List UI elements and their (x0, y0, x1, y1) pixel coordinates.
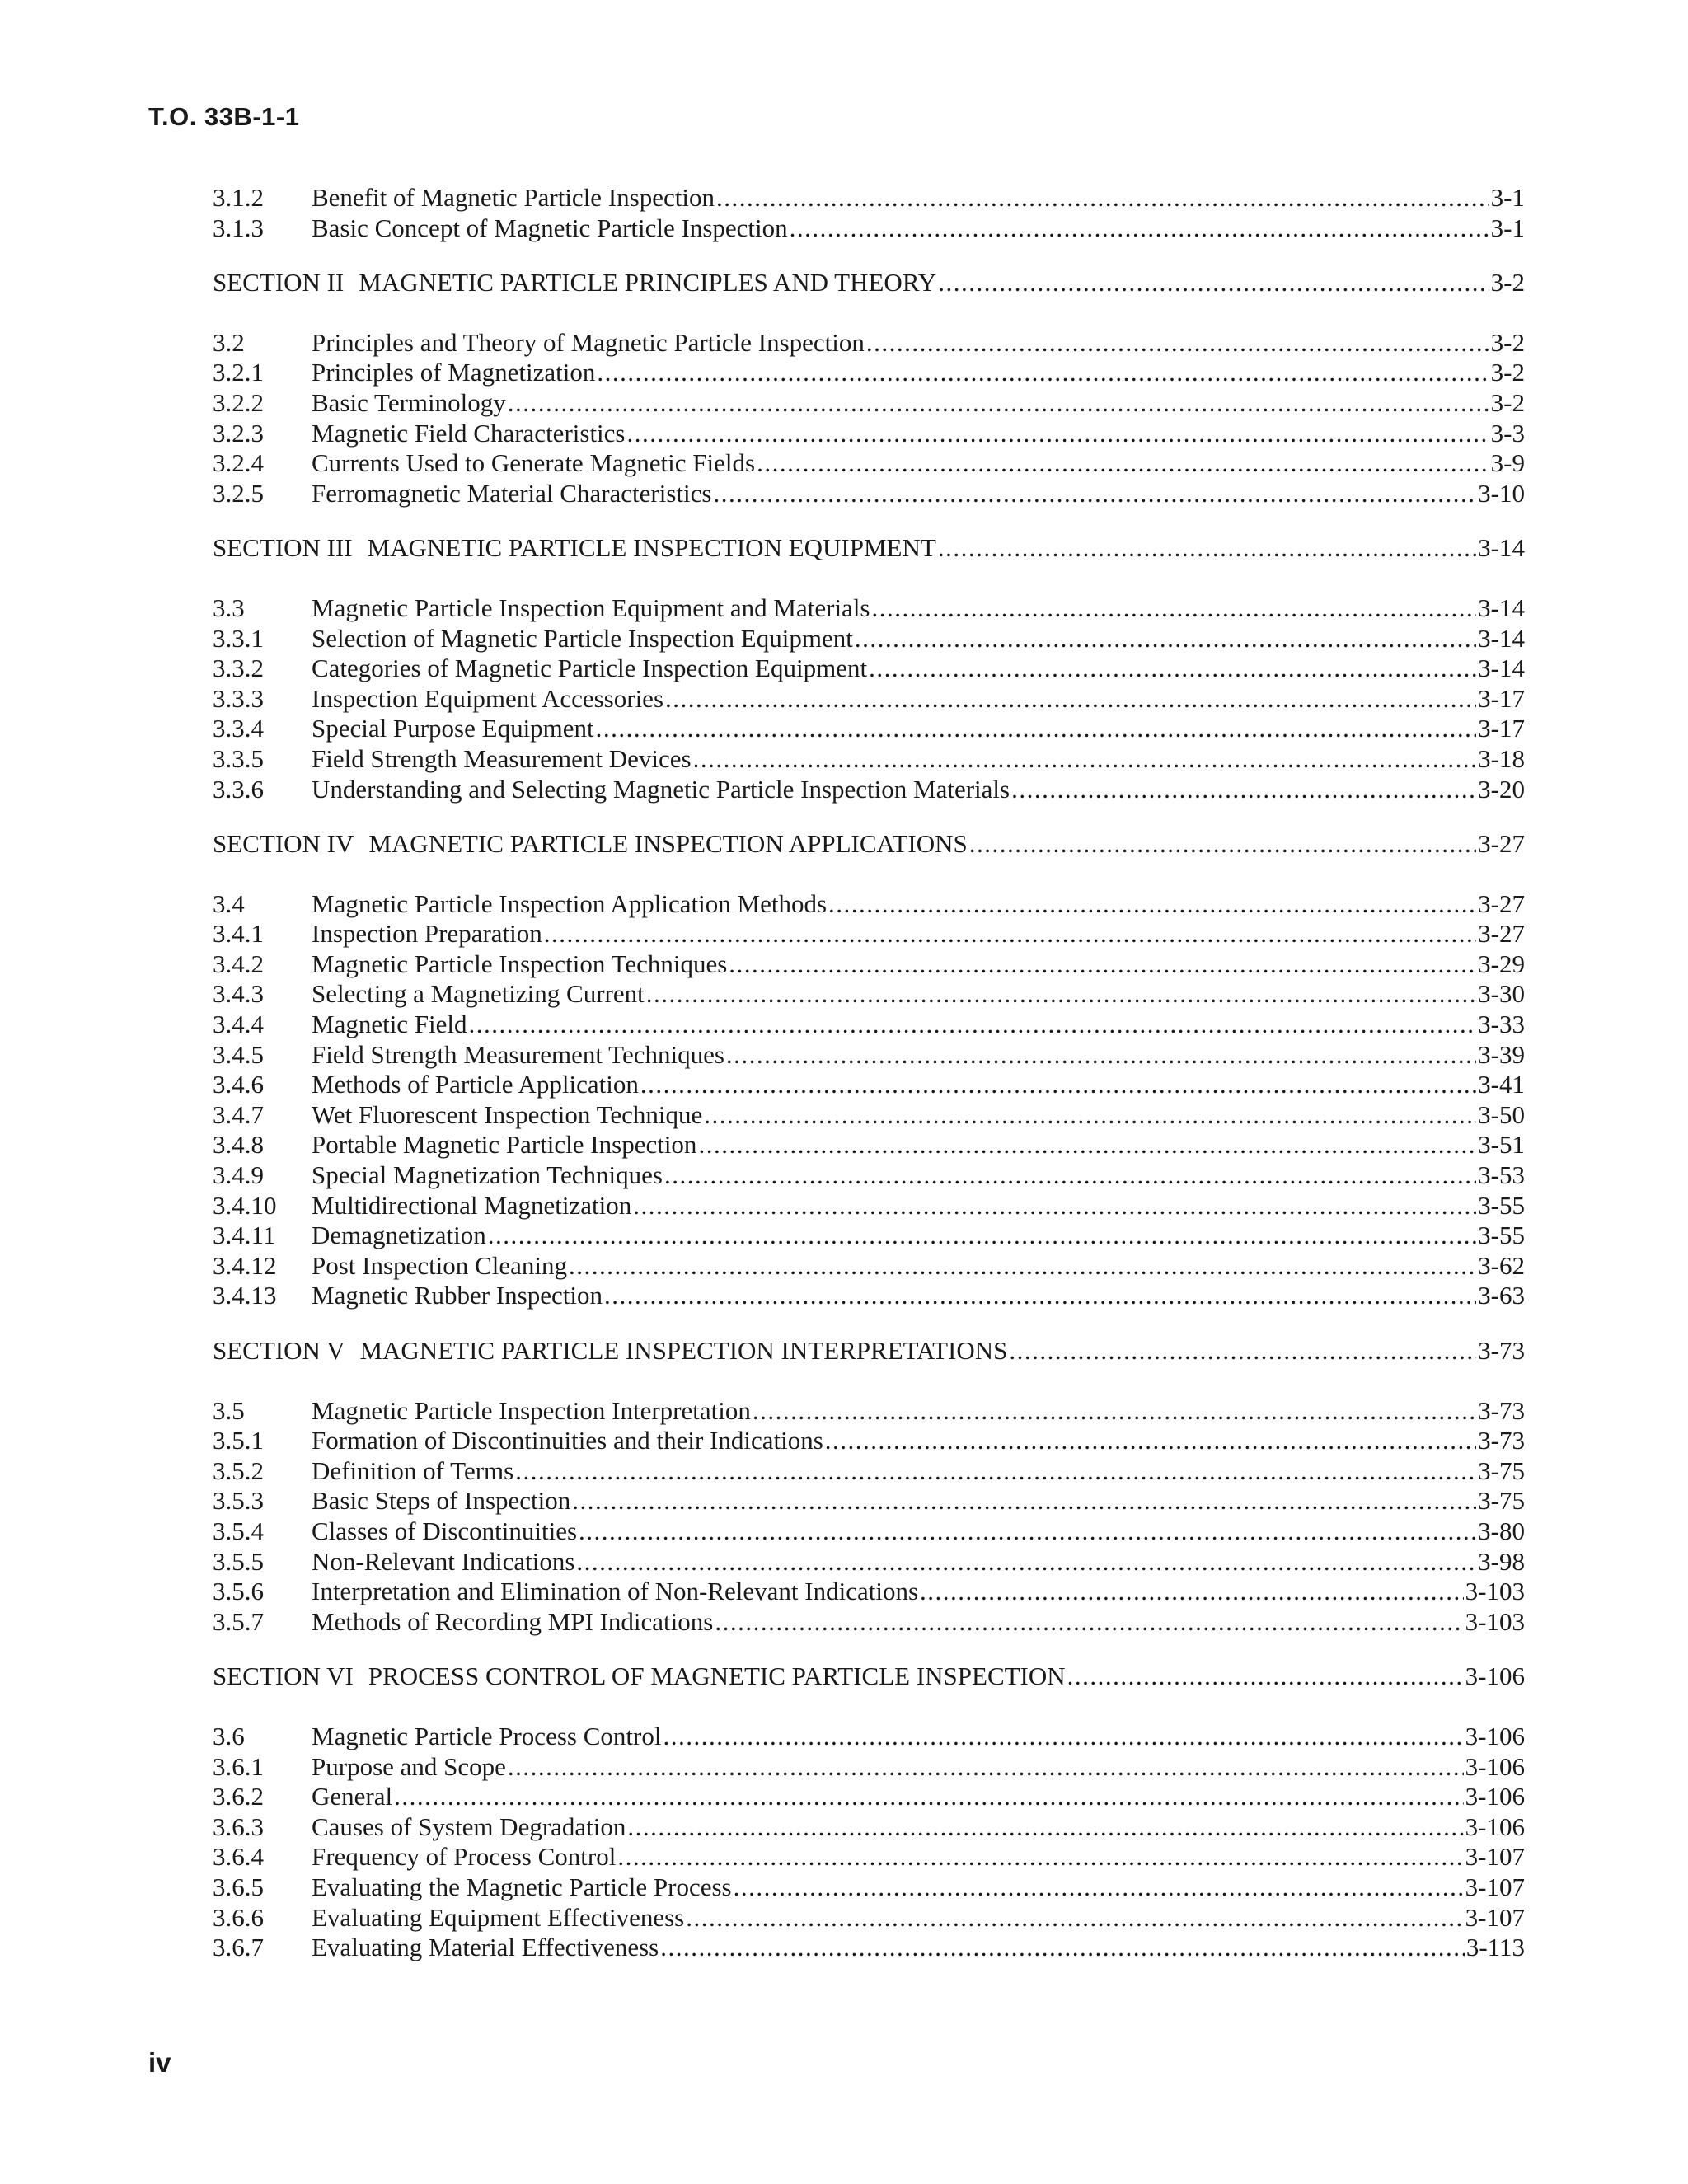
toc-entry-number: 3.6.2 (213, 1782, 264, 1811)
toc-entry-title: Selection of Magnetic Particle Inspection Equipment (312, 623, 853, 653)
toc-entry-number: 3.4.2 (213, 949, 264, 978)
toc-entry (213, 1251, 1525, 1282)
toc-entry (213, 889, 1525, 920)
toc-entry-number: 3.4.8 (213, 1130, 264, 1160)
toc-entry-title: Formation of Discontinuities and their Indications (312, 1426, 823, 1455)
dot-leader (394, 1782, 1464, 1812)
toc-entry-page: 3-27 (1478, 888, 1525, 918)
dot-leader (664, 1160, 1476, 1191)
toc-entry-page: 3-55 (1478, 1221, 1525, 1250)
toc-entry-page: 3-107 (1465, 1872, 1525, 1901)
dot-leader (938, 533, 1476, 564)
toc-entry-title: Selecting a Magnetizing Current (312, 979, 645, 1009)
toc-entry (213, 1010, 1525, 1040)
toc-entry-page: 3-113 (1465, 1933, 1525, 1962)
dot-leader (627, 1812, 1463, 1843)
dot-leader (716, 183, 1489, 213)
dot-leader (515, 1456, 1476, 1487)
toc-entry-title: Basic Terminology (312, 387, 506, 417)
toc-entry-number: 3.3.1 (213, 623, 264, 653)
toc-entry (213, 1100, 1525, 1131)
toc-entry-title: Evaluating Material Effectiveness (312, 1933, 659, 1962)
dot-leader (686, 1903, 1463, 1933)
toc-entry-title: Magnetic Field (312, 1010, 467, 1039)
toc-section-heading (213, 1336, 1525, 1366)
toc-entry (213, 979, 1525, 1010)
dot-leader (938, 268, 1489, 298)
dot-leader (704, 1100, 1476, 1131)
toc-entry-title: Classes of Discontinuities (312, 1516, 578, 1545)
toc-entry-number: 3.2.5 (213, 478, 264, 508)
dot-leader (665, 684, 1476, 715)
dot-leader (572, 1486, 1476, 1516)
toc-entry-page: 3-2 (1490, 387, 1525, 417)
toc-entry (213, 654, 1525, 684)
toc-entry (213, 1842, 1525, 1872)
toc-entry-title: General (312, 1782, 393, 1811)
page-number: iv (148, 2047, 171, 2078)
section-name: PROCESS CONTROL OF MAGNETIC PARTICLE INSPECTION (368, 1661, 1066, 1691)
toc-entry (213, 1486, 1525, 1516)
section-page: 3-2 (1490, 268, 1525, 298)
toc-entry (213, 1426, 1525, 1456)
toc-entry (213, 949, 1525, 980)
toc-entry (213, 1607, 1525, 1638)
toc-entry-title: Magnetic Rubber Inspection (312, 1281, 603, 1310)
toc-entry (213, 775, 1525, 805)
toc-entry-page: 3-27 (1478, 919, 1525, 949)
dot-leader (508, 1752, 1464, 1783)
toc-entry (213, 1722, 1525, 1752)
toc-entry-number: 3.1.2 (213, 183, 264, 212)
dot-leader (729, 949, 1476, 980)
dot-leader (579, 1516, 1476, 1547)
toc-entry-title: Magnetic Particle Inspection Application Methods (312, 888, 828, 918)
toc-entry (213, 419, 1525, 449)
toc-entry-number: 3.3.4 (213, 714, 264, 743)
toc-entry-number: 3.3.6 (213, 774, 264, 804)
toc-entry (213, 213, 1525, 244)
toc-entry (213, 1191, 1525, 1221)
toc-entry-page: 3-14 (1478, 623, 1525, 653)
toc-entry (213, 593, 1525, 624)
toc-entry-number: 3.2.1 (213, 358, 264, 387)
toc-entry-title: Field Strength Measurement Techniques (312, 1039, 724, 1069)
dot-leader (646, 979, 1476, 1010)
toc-entry-page: 3-10 (1478, 478, 1525, 508)
toc-entry-page: 3-98 (1478, 1546, 1525, 1576)
toc-entry (213, 1812, 1525, 1843)
toc-entry-title: Special Purpose Equipment (312, 714, 594, 743)
toc-entry-page: 3-41 (1478, 1070, 1525, 1099)
toc-entry-title: Magnetic Field Characteristics (312, 418, 626, 448)
dot-leader (757, 448, 1489, 479)
section-name: MAGNETIC PARTICLE INSPECTION INTERPRETATIONS (359, 1336, 1008, 1365)
toc-entry-page: 3-106 (1465, 1782, 1525, 1811)
toc-entry-number: 3.5.1 (213, 1426, 264, 1455)
dot-leader (715, 1607, 1463, 1638)
toc-section-heading (213, 533, 1525, 564)
toc-entry-page: 3-17 (1478, 714, 1525, 743)
toc-entry-page: 3-80 (1478, 1516, 1525, 1545)
toc-entry-page: 3-107 (1465, 1902, 1525, 1932)
dot-leader (508, 388, 1489, 419)
section-page: 3-106 (1465, 1661, 1525, 1691)
toc-entry-page: 3-33 (1478, 1010, 1525, 1039)
dot-leader (866, 328, 1489, 359)
toc-section-heading (213, 1661, 1525, 1692)
dot-leader (617, 1842, 1463, 1872)
toc-entry-number: 3.6.6 (213, 1902, 264, 1932)
toc-entry-number: 3.5 (213, 1395, 245, 1425)
toc-entry-page: 3-18 (1478, 743, 1525, 773)
dot-leader (633, 1191, 1476, 1221)
toc-entry-title: Currents Used to Generate Magnetic Fields (312, 448, 756, 478)
toc-entry-title: Methods of Particle Application (312, 1070, 639, 1099)
dot-leader (920, 1577, 1464, 1607)
toc-entry-number: 3.3.2 (213, 654, 264, 683)
toc-entry-number: 3.5.5 (213, 1546, 264, 1576)
toc-section-heading (213, 829, 1525, 860)
dot-leader (569, 1251, 1476, 1282)
toc-entry-number: 3.2.4 (213, 448, 264, 478)
toc-entry-page: 3-107 (1465, 1842, 1525, 1872)
toc-entry (213, 1782, 1525, 1812)
dot-leader (576, 1547, 1476, 1577)
toc-entry-number: 3.6.1 (213, 1751, 264, 1781)
toc-entry (213, 1577, 1525, 1607)
dot-leader (855, 624, 1476, 654)
toc-entry-page: 3-53 (1478, 1160, 1525, 1190)
toc-entry-number: 3.2 (213, 327, 245, 357)
toc-entry-title: Basic Steps of Inspection (312, 1486, 571, 1516)
toc-entry (213, 714, 1525, 744)
toc-entry-number: 3.3.3 (213, 683, 264, 713)
dot-leader (1067, 1661, 1464, 1692)
toc-entry-number: 3.4 (213, 888, 245, 918)
toc-entry-number: 3.4.4 (213, 1010, 264, 1039)
toc-entry-title: Portable Magnetic Particle Inspection (312, 1130, 697, 1160)
toc-entry-page: 3-103 (1465, 1606, 1525, 1636)
toc-entry-number: 3.6.7 (213, 1933, 264, 1962)
dot-leader (828, 889, 1476, 920)
toc-entry (213, 919, 1525, 949)
toc-entry-number: 3.6.3 (213, 1811, 264, 1841)
dot-leader (872, 593, 1477, 624)
toc-entry-number: 3.3 (213, 593, 245, 622)
toc-entry (213, 1752, 1525, 1783)
toc-entry-title: Post Inspection Cleaning (312, 1250, 567, 1280)
toc-entry-number: 3.6 (213, 1721, 245, 1750)
toc-entry-page: 3-63 (1478, 1281, 1525, 1310)
toc-entry-page: 3-2 (1490, 327, 1525, 357)
dot-leader (869, 654, 1476, 684)
toc-entry-title: Multidirectional Magnetization (312, 1190, 632, 1220)
dot-leader (488, 1221, 1476, 1251)
section-prefix: SECTION VI (213, 1661, 354, 1691)
toc-entry-number: 3.5.4 (213, 1516, 264, 1545)
section-page: 3-14 (1478, 533, 1525, 563)
toc-entry-page: 3-106 (1465, 1811, 1525, 1841)
toc-entry (213, 1130, 1525, 1160)
dot-leader (469, 1010, 1477, 1040)
toc-entry-number: 3.4.12 (213, 1250, 277, 1280)
dot-leader (713, 479, 1476, 509)
dot-leader (597, 358, 1489, 388)
toc-entry-number: 3.2.3 (213, 418, 264, 448)
toc-entry-page: 3-106 (1465, 1721, 1525, 1750)
toc-entry-number: 3.4.7 (213, 1099, 264, 1129)
toc-entry (213, 388, 1525, 419)
toc-entry (213, 1456, 1525, 1487)
section-prefix: SECTION III (213, 533, 353, 563)
toc-entry-page: 3-75 (1478, 1486, 1525, 1516)
section-prefix: SECTION II (213, 268, 345, 298)
section-name: MAGNETIC PARTICLE INSPECTION APPLICATIONS (368, 829, 968, 859)
dot-leader (596, 714, 1477, 744)
toc-entry-page: 3-39 (1478, 1039, 1525, 1069)
toc-entry (213, 183, 1525, 213)
toc-entry-page: 3-1 (1490, 183, 1525, 212)
toc-entry-title: Definition of Terms (312, 1455, 514, 1485)
toc-entry-number: 3.5.3 (213, 1486, 264, 1516)
toc-entry-page: 3-1 (1490, 213, 1525, 242)
toc-entry-number: 3.5.2 (213, 1455, 264, 1485)
toc-entry (213, 1221, 1525, 1251)
section-page: 3-27 (1478, 829, 1525, 859)
toc-entry (213, 1516, 1525, 1547)
toc-entry-page: 3-103 (1465, 1577, 1525, 1606)
toc-entry-number: 3.4.3 (213, 979, 264, 1009)
toc-entry (213, 1903, 1525, 1933)
toc-entry-page: 3-2 (1490, 358, 1525, 387)
toc-entry-title: Non-Relevant Indications (312, 1546, 575, 1576)
toc-entry-title: Inspection Preparation (312, 919, 542, 949)
toc-entry-page: 3-29 (1478, 949, 1525, 978)
toc-entry-title: Understanding and Selecting Magnetic Particle Inspection Materials (312, 774, 1010, 804)
toc-entry-page: 3-3 (1490, 418, 1525, 448)
section-page: 3-73 (1478, 1336, 1525, 1365)
toc-entry-title: Benefit of Magnetic Particle Inspection (312, 183, 715, 212)
toc-entry-number: 3.2.2 (213, 387, 264, 417)
toc-entry (213, 479, 1525, 509)
toc-entry-page: 3-51 (1478, 1130, 1525, 1160)
toc-entry-title: Ferromagnetic Material Characteristics (312, 478, 712, 508)
toc-entry (213, 1281, 1525, 1311)
toc-entry-number: 3.4.10 (213, 1190, 277, 1220)
toc-entry-title: Magnetic Particle Inspection Interpretation (312, 1395, 751, 1425)
dot-leader (726, 1040, 1476, 1071)
dot-leader (753, 1396, 1476, 1427)
toc-entry-title: Evaluating Equipment Effectiveness (312, 1902, 685, 1932)
toc-entry (213, 1040, 1525, 1071)
toc-entry-page: 3-14 (1478, 654, 1525, 683)
document-id: T.O. 33B-1-1 (148, 102, 300, 131)
toc-entry-page: 3-73 (1478, 1395, 1525, 1425)
dot-leader (663, 1722, 1463, 1752)
dot-leader (660, 1933, 1465, 1963)
toc-section-heading (213, 268, 1525, 298)
toc-entry-title: Methods of Recording MPI Indications (312, 1606, 714, 1636)
toc-entry (213, 744, 1525, 775)
toc-entry-number: 3.6.4 (213, 1842, 264, 1872)
toc-entry-title: Field Strength Measurement Devices (312, 743, 692, 773)
toc-entry-number: 3.4.9 (213, 1160, 264, 1190)
toc-entry-number: 3.4.11 (213, 1221, 276, 1250)
toc-entry-title: Basic Concept of Magnetic Particle Inspection (312, 213, 788, 242)
toc-entry-number: 3.3.5 (213, 743, 264, 773)
toc-entry-number: 3.4.1 (213, 919, 264, 949)
dot-leader (734, 1872, 1464, 1903)
toc-entry-title: Magnetic Particle Process Control (312, 1721, 662, 1750)
toc-entry-title: Interpretation and Elimination of Non-Relevant Indications (312, 1577, 919, 1606)
toc-entry-title: Magnetic Particle Inspection Equipment and Materials (312, 593, 870, 622)
toc-entry-page: 3-62 (1478, 1250, 1525, 1280)
dot-leader (640, 1070, 1476, 1100)
toc-entry-title: Principles of Magnetization (312, 358, 596, 387)
toc-entry-title: Special Magnetization Techniques (312, 1160, 663, 1190)
dot-leader (825, 1426, 1476, 1456)
toc-entry-title: Principles and Theory of Magnetic Particle Inspection (312, 327, 865, 357)
dot-leader (544, 919, 1476, 949)
toc-entry-number: 3.4.5 (213, 1039, 264, 1069)
toc-entry-title: Magnetic Particle Inspection Techniques (312, 949, 728, 978)
toc-entry-title: Purpose and Scope (312, 1751, 506, 1781)
toc-entry-page: 3-9 (1490, 448, 1525, 478)
dot-leader (698, 1130, 1476, 1160)
dot-leader (790, 213, 1489, 244)
toc-entry-page: 3-14 (1478, 593, 1525, 622)
dot-leader (693, 744, 1477, 775)
toc-entry-page: 3-30 (1478, 979, 1525, 1009)
dot-leader (1009, 1336, 1476, 1366)
toc-entry (213, 1396, 1525, 1427)
toc-entry (213, 1872, 1525, 1903)
toc-entry-page: 3-75 (1478, 1455, 1525, 1485)
toc-entry (213, 1070, 1525, 1100)
toc-entry (213, 624, 1525, 654)
dot-leader (604, 1281, 1476, 1311)
toc-entry-title: Frequency of Process Control (312, 1842, 617, 1872)
dot-leader (1011, 775, 1476, 805)
toc-entry-title: Causes of System Degradation (312, 1811, 626, 1841)
dot-leader (627, 419, 1489, 449)
toc-entry (213, 1160, 1525, 1191)
toc-entry-title: Wet Fluorescent Inspection Technique (312, 1099, 703, 1129)
toc-entry (213, 448, 1525, 479)
toc-entry-page: 3-73 (1478, 1426, 1525, 1455)
toc-entry-title: Categories of Magnetic Particle Inspection Equipment (312, 654, 868, 683)
toc-entry-number: 3.1.3 (213, 213, 264, 242)
toc-entry (213, 1547, 1525, 1577)
section-prefix: SECTION IV (213, 829, 354, 859)
section-name: MAGNETIC PARTICLE PRINCIPLES AND THEORY (359, 268, 937, 298)
toc-entry-page: 3-20 (1478, 774, 1525, 804)
toc-entry-title: Demagnetization (312, 1221, 486, 1250)
dot-leader (969, 829, 1476, 860)
toc-entry (213, 684, 1525, 715)
section-name: MAGNETIC PARTICLE INSPECTION EQUIPMENT (367, 533, 936, 563)
section-prefix: SECTION V (213, 1336, 345, 1365)
toc-entry-page: 3-106 (1465, 1751, 1525, 1781)
toc-entry-number: 3.5.6 (213, 1577, 264, 1606)
toc-entry-title: Inspection Equipment Accessories (312, 683, 664, 713)
toc-entry (213, 358, 1525, 388)
toc-entry-title: Evaluating the Magnetic Particle Process (312, 1872, 732, 1901)
table-of-contents (213, 183, 1525, 1963)
toc-entry-number: 3.4.6 (213, 1070, 264, 1099)
toc-entry-number: 3.6.5 (213, 1872, 264, 1901)
toc-entry (213, 1933, 1525, 1963)
toc-entry-page: 3-50 (1478, 1099, 1525, 1129)
toc-entry-page: 3-17 (1478, 683, 1525, 713)
toc-entry-number: 3.4.13 (213, 1281, 277, 1310)
toc-entry-number: 3.5.7 (213, 1606, 264, 1636)
toc-entry-page: 3-55 (1478, 1190, 1525, 1220)
toc-entry (213, 328, 1525, 359)
